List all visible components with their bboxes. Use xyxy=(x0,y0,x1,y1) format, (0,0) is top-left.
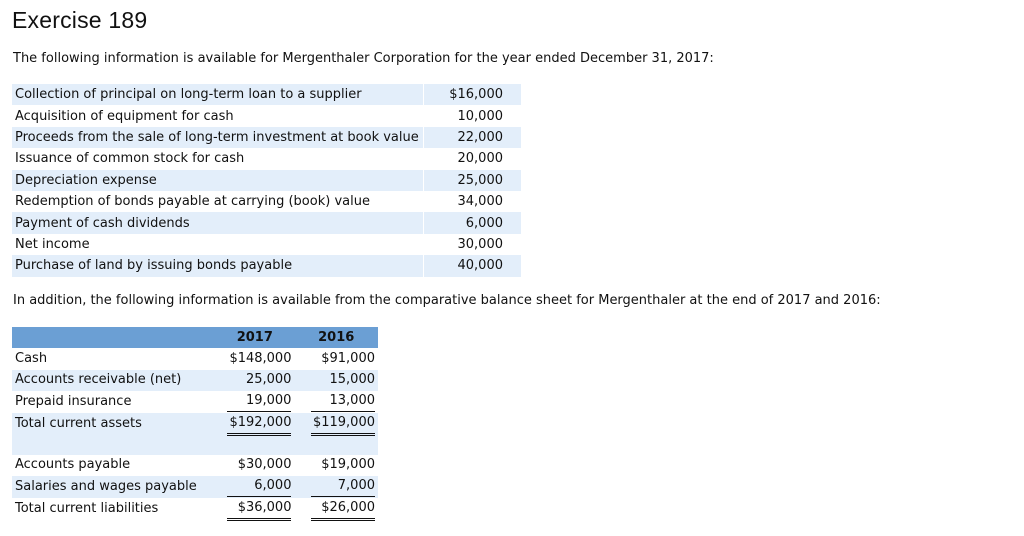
item-amount: $16,000 xyxy=(424,84,522,105)
table-row xyxy=(12,212,521,233)
table-row xyxy=(12,105,521,126)
value-2017: 19,000 xyxy=(227,391,291,412)
row-label: Accounts receivable (net) xyxy=(12,370,215,392)
row-label: Accounts payable xyxy=(15,457,131,473)
total-2016: $26,000 xyxy=(311,498,375,521)
table-row xyxy=(12,84,521,105)
table-row xyxy=(12,455,378,477)
table-row xyxy=(12,255,521,276)
value-2016: 15,000 xyxy=(294,370,378,392)
table-row xyxy=(12,148,521,169)
balance-sheet-table xyxy=(12,327,378,521)
value-2016: 7,000 xyxy=(311,476,375,497)
header-year-2017: 2017 xyxy=(215,327,294,348)
item-amount: 20,000 xyxy=(424,148,522,169)
table-row xyxy=(12,370,378,392)
item-amount: 40,000 xyxy=(424,255,522,276)
item-label: Payment of cash dividends xyxy=(12,212,424,233)
item-amount: 25,000 xyxy=(424,170,522,191)
row-label: Total current assets xyxy=(12,413,215,436)
row-label: Total current liabilities xyxy=(15,501,159,516)
item-label: Collection of principal on long-term loan to a supplier xyxy=(12,84,424,105)
total-row xyxy=(12,413,378,436)
header-blank xyxy=(12,327,215,348)
table-row xyxy=(12,348,378,370)
value-2017: 25,000 xyxy=(215,370,294,392)
row-label: Prepaid insurance xyxy=(15,393,132,409)
value-2017: 6,000 xyxy=(227,476,291,497)
intro-paragraph: The following information is available for Mergenthaler Corporation for the year ended December 31, 2017: xyxy=(13,51,714,66)
row-label: Cash xyxy=(15,350,48,366)
item-amount: 34,000 xyxy=(424,191,522,212)
item-label: Redemption of bonds payable at carrying (book) value xyxy=(15,194,370,210)
item-amount: 6,000 xyxy=(424,212,522,233)
item-label: Issuance of common stock for cash xyxy=(15,151,245,167)
table-row xyxy=(12,127,521,148)
total-2017: $192,000 xyxy=(227,413,291,436)
value-2017: $30,000 xyxy=(237,457,292,473)
value-2017: $148,000 xyxy=(229,350,292,366)
value-2016: 13,000 xyxy=(311,391,375,412)
header-row xyxy=(12,327,378,348)
item-amount: 10,000 xyxy=(424,105,522,126)
table-row xyxy=(12,476,378,498)
header-year-2016: 2016 xyxy=(294,327,378,348)
total-2016: $119,000 xyxy=(311,413,375,436)
table-row xyxy=(12,191,521,212)
item-label: Acquisition of equipment for cash xyxy=(15,108,234,124)
transactions-table xyxy=(12,84,521,277)
additional-paragraph: In addition, the following information is available from the comparative balance sheet for Mergenthaler at the end of 2017 and 2016: xyxy=(13,293,881,308)
item-amount: 30,000 xyxy=(424,234,522,255)
total-row xyxy=(12,498,378,521)
item-label: Depreciation expense xyxy=(12,170,424,191)
table-row xyxy=(12,391,378,413)
item-label: Net income xyxy=(15,236,90,252)
item-label: Proceeds from the sale of long-term investment at book value xyxy=(12,127,424,148)
value-2016: $91,000 xyxy=(321,350,375,366)
spacer-row xyxy=(12,436,378,455)
value-2016: $19,000 xyxy=(321,457,375,473)
item-label: Purchase of land by issuing bonds payable xyxy=(12,255,424,276)
table-row xyxy=(12,170,521,191)
exercise-title: Exercise 189 xyxy=(12,7,148,33)
total-2017: $36,000 xyxy=(227,498,291,521)
row-label: Salaries and wages payable xyxy=(12,476,215,498)
item-amount: 22,000 xyxy=(424,127,522,148)
table-row xyxy=(12,234,521,255)
